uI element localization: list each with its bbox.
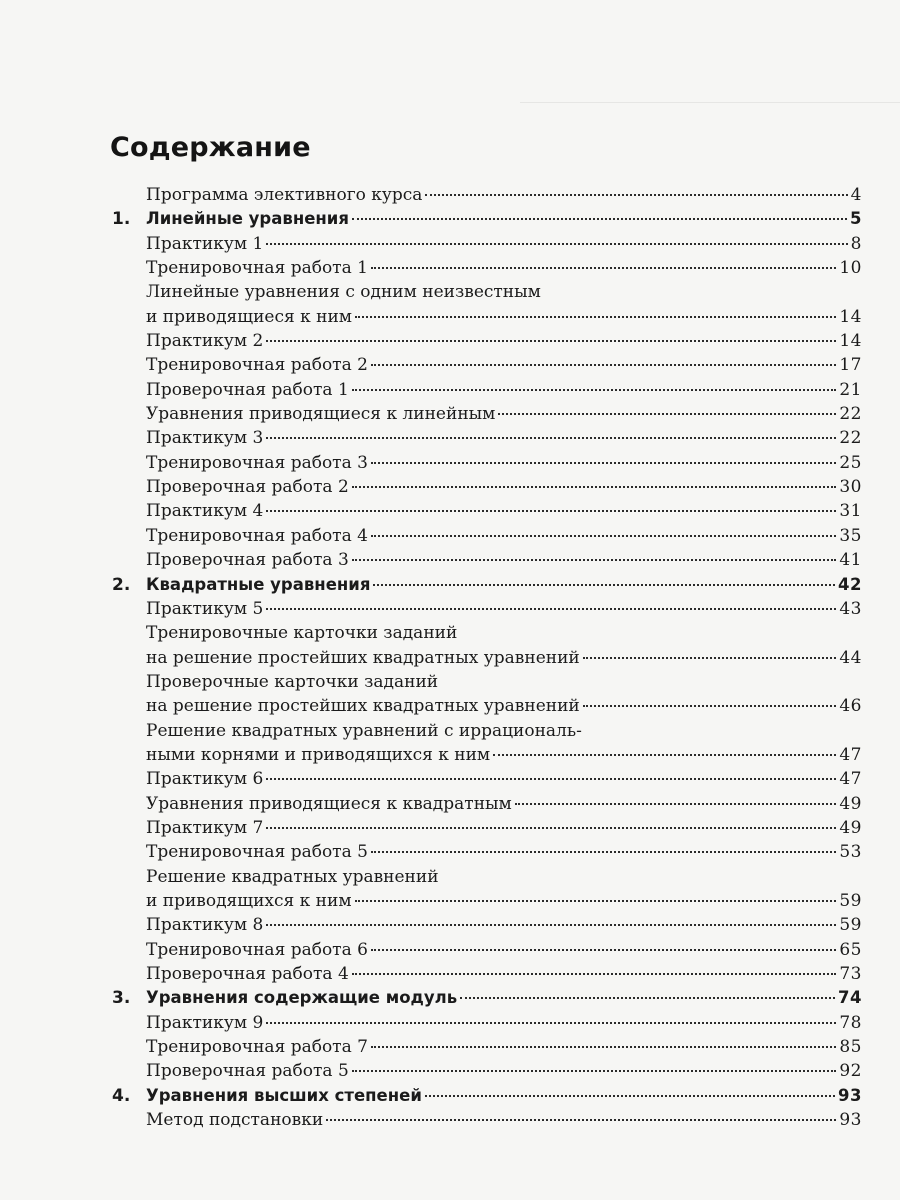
- dot-leader: [425, 1094, 835, 1097]
- dot-leader: [371, 850, 836, 853]
- dot-leader: [352, 485, 837, 488]
- toc-section-line: [110, 207, 862, 231]
- toc-entry-title: Уравнения содержащие модуль: [146, 988, 458, 1008]
- toc-entry-line: [110, 499, 862, 523]
- toc-entry-line: [110, 1108, 862, 1132]
- toc-page-number: 53: [839, 842, 862, 863]
- toc-entry-title: Практикум 9: [146, 1012, 264, 1033]
- dot-leader: [266, 607, 836, 610]
- toc-page-number: 85: [839, 1037, 862, 1058]
- toc-entry-line: [110, 646, 862, 670]
- dot-leader: [425, 193, 847, 196]
- dot-leader: [266, 923, 836, 926]
- toc-entry-title: на решение простейших квадратных уравнений: [146, 647, 580, 668]
- dot-leader: [326, 1118, 836, 1121]
- dot-leader: [371, 266, 836, 269]
- toc-entry-title: Проверочная работа 2: [146, 477, 349, 498]
- dot-leader: [493, 753, 836, 756]
- toc-entry-line: [110, 670, 862, 694]
- toc-entry-title: Тренировочная работа 7: [146, 1037, 368, 1058]
- page-title: Содержание: [110, 132, 311, 163]
- toc-entry-title: Практикум 6: [146, 769, 264, 790]
- toc-page-number: 78: [839, 1012, 862, 1033]
- toc-section-line: [110, 986, 862, 1010]
- dot-leader: [583, 656, 837, 659]
- dot-leader: [352, 558, 837, 561]
- toc-page-number: 74: [838, 988, 862, 1008]
- section-number: 3.: [112, 988, 131, 1009]
- toc-entry-line: [110, 1059, 862, 1083]
- toc-entry-title: Практикум 2: [146, 331, 264, 352]
- toc-entry-title: и приводящихся к ним: [146, 890, 352, 911]
- toc-page-number: 59: [839, 915, 862, 936]
- dot-leader: [460, 996, 835, 999]
- toc-page-number: 43: [839, 598, 862, 619]
- toc-entry-line: [110, 451, 862, 475]
- toc-entry-title: Практикум 5: [146, 598, 264, 619]
- toc-entry-title: Уравнения приводящиеся к квадратным: [146, 793, 512, 814]
- dot-leader: [352, 217, 847, 220]
- dot-leader: [371, 461, 836, 464]
- dot-leader: [266, 826, 836, 829]
- toc-page-number: 21: [839, 379, 862, 400]
- toc-entry-title: Линейные уравнения: [146, 209, 349, 229]
- toc-page-number: 49: [839, 817, 862, 838]
- toc-entry-line: [110, 938, 862, 962]
- toc-entry-title: Тренировочная работа 2: [146, 355, 368, 376]
- dot-leader: [352, 388, 837, 391]
- section-number: 2.: [112, 574, 131, 595]
- toc-section-line: [110, 573, 862, 597]
- toc-entry-line: [110, 840, 862, 864]
- toc-page-number: 5: [850, 209, 862, 229]
- toc-entry-line: [110, 232, 862, 256]
- toc-entry-title: Проверочная работа 5: [146, 1061, 349, 1082]
- toc-entry-line: [110, 792, 862, 816]
- toc-entry-title: Решение квадратных уравнений с иррациональ-: [146, 720, 582, 741]
- dot-leader: [266, 777, 836, 780]
- toc-entry-line: [110, 865, 862, 889]
- toc-page-number: 65: [839, 939, 862, 960]
- toc-page-number: 14: [839, 306, 862, 327]
- dot-leader: [371, 948, 836, 951]
- toc-entry-line: [110, 694, 862, 718]
- dot-leader: [583, 704, 837, 707]
- dot-leader: [266, 242, 847, 245]
- toc-entry-line: [110, 767, 862, 791]
- toc-entry-line: [110, 548, 862, 572]
- toc-entry-title: Тренировочные карточки заданий: [146, 623, 458, 644]
- dot-leader: [352, 972, 837, 975]
- toc-entry-title: ными корнями и приводящихся к ним: [146, 744, 491, 765]
- toc-entry-title: Практикум 8: [146, 915, 264, 936]
- toc-page-number: 25: [839, 452, 862, 473]
- toc-entry-line: [110, 183, 862, 207]
- dot-leader: [373, 583, 835, 586]
- toc-page-number: 92: [839, 1061, 862, 1082]
- toc-entry-line: [110, 475, 862, 499]
- dot-leader: [371, 1045, 836, 1048]
- section-number: 4.: [112, 1085, 131, 1106]
- toc-page-number: 41: [839, 550, 862, 571]
- toc-page-number: 14: [839, 331, 862, 352]
- faint-show-through-header: [520, 86, 900, 103]
- toc-page-number: 47: [839, 769, 862, 790]
- toc-page-number: 49: [839, 793, 862, 814]
- dot-leader: [266, 436, 836, 439]
- toc-entry-title: Программа элективного курса: [146, 185, 423, 205]
- toc-entry-title: Решение квадратных уравнений: [146, 866, 439, 887]
- dot-leader: [266, 509, 836, 512]
- toc-entry-title: Линейные уравнения с одним неизвестным: [146, 282, 541, 303]
- toc-page-number: 44: [839, 647, 862, 668]
- toc-page-number: 22: [839, 404, 862, 425]
- toc-entry-title: Проверочная работа 1: [146, 379, 349, 400]
- toc-page-number: 30: [839, 477, 862, 498]
- toc-entry-line: [110, 1011, 862, 1035]
- dot-leader: [371, 363, 836, 366]
- toc-entry-line: [110, 426, 862, 450]
- toc-page-number: 46: [839, 696, 862, 717]
- toc-entry-line: [110, 524, 862, 548]
- toc-entry-title: Тренировочная работа 5: [146, 842, 368, 863]
- toc-entry-line: [110, 402, 862, 426]
- toc-entry-title: Уравнения высших степеней: [146, 1085, 422, 1105]
- toc-entry-line: [110, 889, 862, 913]
- toc-section-line: [110, 1084, 862, 1108]
- toc-entry-title: на решение простейших квадратных уравнений: [146, 696, 580, 717]
- toc-entry-line: [110, 353, 862, 377]
- toc-entry-line: [110, 719, 862, 743]
- toc-entry-title: Практикум 1: [146, 233, 264, 254]
- toc-entry-line: [110, 913, 862, 937]
- toc-entry-line: [110, 743, 862, 767]
- toc-page-number: 42: [838, 574, 862, 594]
- toc-page-number: 22: [839, 428, 862, 449]
- toc-entry-title: Проверочная работа 3: [146, 550, 349, 571]
- toc-entry-line: [110, 280, 862, 304]
- toc-page-number: 93: [839, 1110, 862, 1131]
- toc-entry-title: и приводящиеся к ним: [146, 306, 353, 327]
- toc-entry-title: Квадратные уравнения: [146, 574, 371, 594]
- dot-leader: [266, 339, 836, 342]
- toc-page-number: 93: [838, 1085, 862, 1105]
- toc-page-number: 59: [839, 890, 862, 911]
- toc-entry-title: Проверочная работа 4: [146, 964, 349, 984]
- toc-page-number: 10: [839, 258, 862, 279]
- toc-entry-title: Метод подстановки: [146, 1110, 324, 1131]
- toc-entry-line: [110, 816, 862, 840]
- dot-leader: [371, 534, 836, 537]
- toc-page-number: 31: [839, 501, 862, 522]
- dot-leader: [355, 899, 837, 902]
- toc-entry-title: Тренировочная работа 1: [146, 258, 368, 279]
- toc-entry-line: [110, 378, 862, 402]
- dot-leader: [355, 315, 836, 318]
- toc-entry-title: Тренировочная работа 3: [146, 452, 368, 473]
- toc-entry-line: [110, 621, 862, 645]
- toc-page-number: 4: [850, 185, 862, 205]
- dot-leader: [498, 412, 836, 415]
- toc-entry-title: Практикум 3: [146, 428, 264, 449]
- toc-entry-title: Практикум 4: [146, 501, 264, 522]
- toc-entry-line: [110, 1035, 862, 1059]
- toc-entry-line: [110, 962, 862, 986]
- table-of-contents: [110, 183, 862, 1132]
- toc-page-number: 35: [839, 525, 862, 546]
- dot-leader: [352, 1069, 837, 1072]
- toc-entry-title: Тренировочная работа 4: [146, 525, 368, 546]
- toc-page-number: 47: [839, 744, 862, 765]
- toc-page-number: 17: [839, 355, 862, 376]
- toc-entry-title: Уравнения приводящиеся к линейным: [146, 404, 496, 425]
- toc-entry-line: [110, 597, 862, 621]
- toc-entry-line: [110, 329, 862, 353]
- dot-leader: [515, 802, 837, 805]
- dot-leader: [266, 1021, 836, 1024]
- toc-page-number: 8: [850, 233, 862, 254]
- toc-entry-line: [110, 305, 862, 329]
- toc-entry-line: [110, 256, 862, 280]
- toc-entry-title: Практикум 7: [146, 817, 264, 838]
- toc-entry-title: Проверочные карточки заданий: [146, 671, 439, 692]
- toc-entry-title: Тренировочная работа 6: [146, 939, 368, 960]
- section-number: 1.: [112, 209, 131, 230]
- toc-page-number: 73: [839, 964, 862, 984]
